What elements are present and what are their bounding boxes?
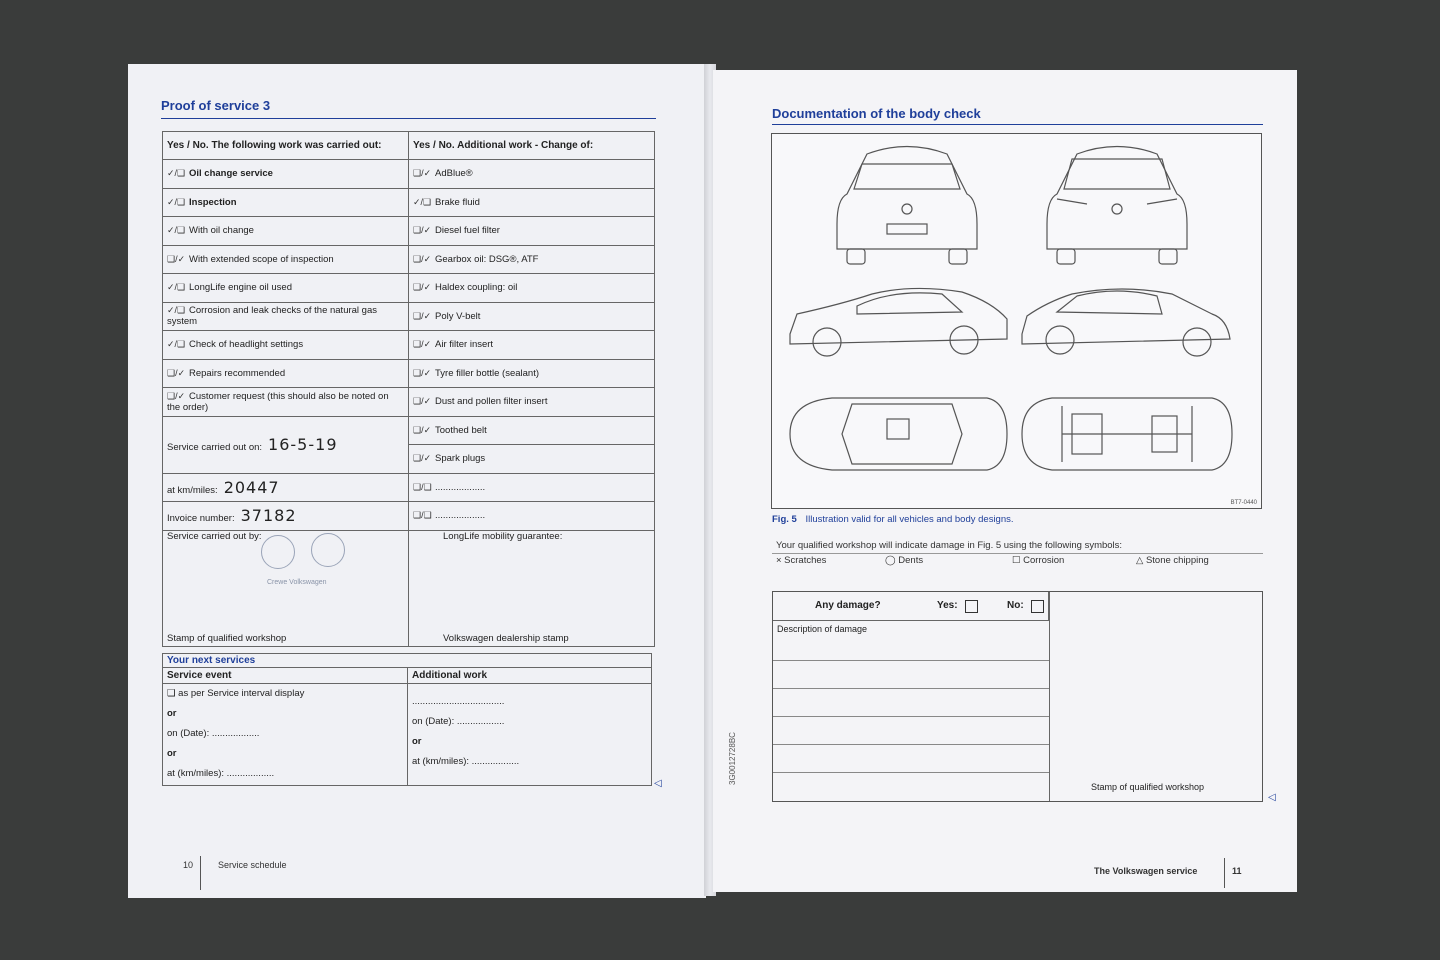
symbol-dents: ◯ Dents bbox=[885, 555, 924, 566]
table-row bbox=[163, 331, 655, 360]
row-label: LongLife engine oil used bbox=[189, 282, 293, 294]
left-page-number: 10 bbox=[183, 860, 194, 870]
table-row bbox=[163, 188, 655, 217]
invoice-cell bbox=[163, 502, 409, 531]
left-cell bbox=[163, 302, 409, 331]
damage-col-divider bbox=[1049, 592, 1050, 801]
row-label: Tyre filler bottle (sealant) bbox=[435, 367, 540, 379]
dealer-stamp-cell bbox=[409, 530, 655, 646]
check-mark-icon: ❑/✓ bbox=[413, 225, 432, 236]
left-cell bbox=[163, 245, 409, 274]
no-label: No: bbox=[1007, 600, 1024, 611]
table-row bbox=[163, 274, 655, 303]
table-row bbox=[163, 217, 655, 246]
title-rule bbox=[161, 118, 656, 119]
legend-intro: Your qualified workshop will indicate damage in Fig. 5 using the following symbols: bbox=[776, 540, 1123, 551]
left-cell bbox=[163, 388, 409, 417]
next-opt-interval: ❑ as per Service interval display bbox=[167, 688, 305, 699]
symbol-scratches: × Scratches bbox=[776, 555, 827, 566]
handwritten-value: 37182 bbox=[240, 506, 297, 526]
fig-code: BT7-0440 bbox=[1230, 500, 1257, 506]
car-underbody-view bbox=[1022, 398, 1232, 470]
left-cell bbox=[163, 359, 409, 388]
car-outlines bbox=[772, 134, 1261, 508]
continue-triangle-icon: ◁ bbox=[654, 778, 662, 789]
right-continue-triangle-icon: ◁ bbox=[1268, 792, 1276, 803]
table-row bbox=[163, 416, 655, 445]
right-footer-divider bbox=[1224, 858, 1225, 888]
right-cell bbox=[409, 245, 655, 274]
left-cell bbox=[163, 274, 409, 303]
table-row bbox=[163, 302, 655, 331]
check-mark-icon: ✓/❑ bbox=[413, 196, 432, 207]
longlife-label: LongLife mobility guarantee: bbox=[443, 530, 563, 542]
next-add-or: or bbox=[412, 736, 422, 747]
row-label: Corrosion and leak checks of the natural gas system bbox=[167, 305, 377, 328]
description-label: Description of damage bbox=[777, 624, 868, 634]
no-checkbox[interactable] bbox=[1031, 600, 1044, 613]
car-side-view-left bbox=[790, 288, 1007, 356]
check-mark-icon: ❑/✓ bbox=[413, 282, 432, 293]
vw-logo-stamp-icon bbox=[261, 535, 295, 569]
fig-caption: Illustration valid for all vehicles and body designs. bbox=[805, 514, 1014, 525]
right-cell bbox=[409, 416, 655, 445]
table-row bbox=[163, 388, 655, 417]
stamp-text: Crewe Volkswagen bbox=[267, 578, 327, 586]
check-mark-icon: ✓/❑ bbox=[167, 305, 186, 316]
row-label: With extended scope of inspection bbox=[189, 253, 334, 265]
workshop-stamp-cell bbox=[163, 530, 409, 646]
right-cell bbox=[409, 473, 655, 502]
check-mark-icon: ✓/❑ bbox=[167, 168, 186, 179]
any-damage-label: Any damage? bbox=[815, 600, 881, 611]
body-title-rule bbox=[772, 124, 1263, 125]
check-mark-icon: ❑/✓ bbox=[167, 367, 186, 378]
damage-table bbox=[772, 591, 1263, 802]
check-mark-icon: ❑/✓ bbox=[413, 396, 432, 407]
row-label: Dust and pollen filter insert bbox=[435, 396, 548, 408]
field-label: at km/miles: bbox=[167, 484, 218, 496]
car-front-view bbox=[1047, 147, 1187, 265]
next-services-title: Your next services bbox=[163, 654, 652, 668]
right-page-number: 11 bbox=[1232, 866, 1242, 876]
row-label: ................... bbox=[435, 510, 486, 522]
row-label: AdBlue® bbox=[435, 168, 473, 180]
check-mark-icon: ✓/❑ bbox=[167, 339, 186, 350]
stamp-label: Stamp of qualified workshop bbox=[167, 632, 287, 644]
yes-checkbox[interactable] bbox=[965, 600, 978, 613]
row-label: Brake fluid bbox=[435, 196, 480, 208]
right-cell bbox=[409, 274, 655, 303]
row-label: Repairs recommended bbox=[189, 367, 286, 379]
check-mark-icon: ❑/✓ bbox=[413, 424, 432, 435]
left-cell bbox=[163, 217, 409, 246]
check-mark-icon: ❑/❑ bbox=[413, 481, 432, 492]
body-check-title: Documentation of the body check bbox=[772, 106, 981, 121]
dealer-stamp-label: Volkswagen dealership stamp bbox=[443, 632, 569, 644]
next-or-2: or bbox=[167, 748, 177, 759]
right-cell bbox=[409, 160, 655, 189]
check-mark-icon: ❑/✓ bbox=[413, 253, 432, 264]
symbol-corrosion: ☐ Corrosion bbox=[1012, 555, 1065, 566]
symbol-stone-chipping: △ Stone chipping bbox=[1136, 555, 1209, 566]
check-mark-icon: ❑/✓ bbox=[167, 390, 186, 401]
table-row bbox=[163, 502, 655, 531]
car-diagram bbox=[771, 133, 1262, 509]
row-label: Check of headlight settings bbox=[189, 339, 304, 351]
field-label: Invoice number: bbox=[167, 513, 235, 525]
right-cell bbox=[409, 188, 655, 217]
left-cell bbox=[163, 331, 409, 360]
right-footer-text: The Volkswagen service bbox=[1094, 866, 1198, 876]
car-side-view-right bbox=[1022, 289, 1230, 356]
carried-out-by-label: Service carried out by: bbox=[167, 530, 262, 542]
col2-header: Yes / No. Additional work - Change of: bbox=[409, 132, 655, 160]
row-label: Haldex coupling: oil bbox=[435, 282, 518, 294]
yes-label: Yes: bbox=[937, 600, 958, 611]
row-label: Oil change service bbox=[189, 168, 273, 180]
check-mark-icon: ❑/✓ bbox=[413, 339, 432, 350]
row-label: Inspection bbox=[189, 196, 237, 208]
next-add-on-date: on (Date): .................. bbox=[412, 716, 505, 727]
side-code: 3G0012728BC bbox=[728, 732, 737, 785]
row-label: With oil change bbox=[189, 225, 254, 237]
table-row bbox=[163, 245, 655, 274]
next-on-date: on (Date): .................. bbox=[167, 728, 260, 739]
row-label: Air filter insert bbox=[435, 339, 494, 351]
table-row bbox=[163, 160, 655, 189]
row-label: Gearbox oil: DSG®, ATF bbox=[435, 253, 539, 265]
footer-divider bbox=[200, 856, 201, 890]
right-cell bbox=[409, 217, 655, 246]
proof-of-service-title: Proof of service 3 bbox=[161, 98, 271, 113]
stamp-row bbox=[163, 530, 655, 646]
left-footer-text: Service schedule bbox=[218, 860, 287, 870]
row-label: Spark plugs bbox=[435, 453, 486, 465]
table-row bbox=[163, 473, 655, 502]
car-rear-view bbox=[837, 147, 977, 265]
check-mark-icon: ❑/❑ bbox=[413, 510, 432, 521]
km-cell bbox=[163, 473, 409, 502]
next-at-km: at (km/miles): .................. bbox=[167, 768, 275, 779]
check-mark-icon: ❑/✓ bbox=[413, 168, 432, 179]
check-mark-icon: ❑/✓ bbox=[167, 253, 186, 264]
legend-rule bbox=[772, 553, 1263, 554]
check-mark-icon: ✓/❑ bbox=[167, 282, 186, 293]
field-label: Service carried out on: bbox=[167, 442, 263, 453]
right-cell bbox=[409, 502, 655, 531]
vw-logo-icon bbox=[311, 533, 345, 567]
check-mark-icon: ✓/❑ bbox=[167, 225, 186, 236]
service-table bbox=[162, 131, 655, 647]
car-top-view bbox=[790, 398, 1007, 470]
right-cell bbox=[409, 302, 655, 331]
row-label: ................... bbox=[435, 481, 486, 493]
handwritten-value: 20447 bbox=[223, 477, 280, 497]
left-cell bbox=[163, 188, 409, 217]
row-label: Customer request (this should also be noted on the order) bbox=[167, 390, 389, 413]
row-label: Toothed belt bbox=[435, 424, 487, 436]
damage-stamp-label: Stamp of qualified workshop bbox=[1091, 782, 1205, 792]
right-cell bbox=[409, 388, 655, 417]
check-mark-icon: ❑/✓ bbox=[413, 453, 432, 464]
check-mark-icon: ✓/❑ bbox=[167, 196, 186, 207]
fig-label: Fig. 5 bbox=[772, 514, 797, 525]
table-row bbox=[163, 359, 655, 388]
right-cell bbox=[409, 359, 655, 388]
col1-header: Yes / No. The following work was carried out: bbox=[163, 132, 409, 160]
next-or-1: or bbox=[167, 708, 177, 719]
right-cell bbox=[409, 331, 655, 360]
next-col1-header: Service event bbox=[163, 668, 408, 684]
check-mark-icon: ❑/✓ bbox=[413, 310, 432, 321]
next-col2-header: Additional work bbox=[408, 668, 652, 684]
handwritten-value: 16-5-19 bbox=[268, 435, 338, 454]
row-label: Poly V-belt bbox=[435, 310, 481, 322]
left-cell bbox=[163, 160, 409, 189]
check-mark-icon: ❑/✓ bbox=[413, 367, 432, 378]
next-add-dots: ................................... bbox=[412, 696, 505, 707]
service-date-cell bbox=[163, 416, 409, 473]
next-add-at-km: at (km/miles): .................. bbox=[412, 756, 520, 767]
right-cell bbox=[409, 445, 655, 474]
next-services-table bbox=[162, 653, 652, 786]
row-label: Diesel fuel filter bbox=[435, 225, 500, 237]
